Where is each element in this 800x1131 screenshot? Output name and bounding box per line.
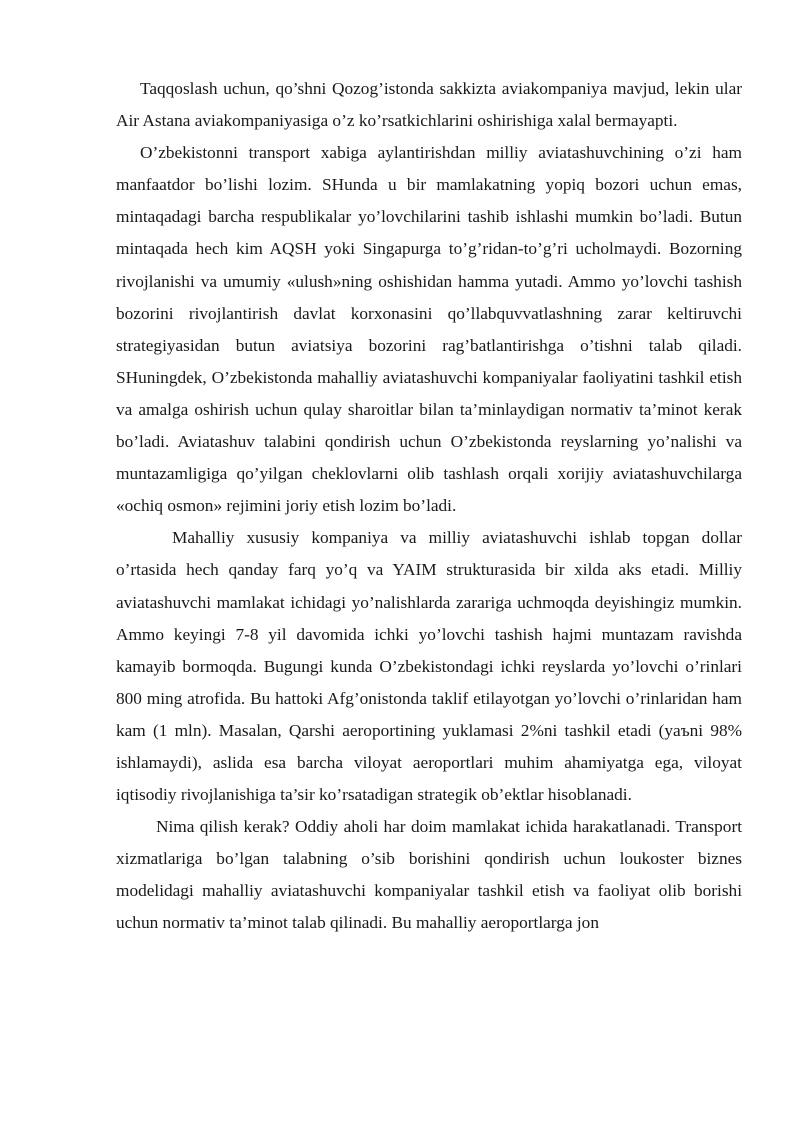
paragraph-4: Nima qilish kerak? Oddiy aholi har doim mamlakat ichida harakatlanadi. Transport xizmatlariga bo’lgan talabning o’sib borishini qondirish uchun loukoster biznes modelidagi mahalliy aviatashuvchi kompaniyalar tashkil etish va faoliyat olib borishi uchun normativ ta’minot talab qilinadi. Bu mahalliy aeroportlarga jon <box>116 817 742 933</box>
paragraph-2: O’zbekistonni transport xabiga aylantirishdan milliy aviatashuvchining o’zi ham manfaatdor bo’lishi lozim. SHunda u bir mamlakatning yopiq bozori uchun emas, mintaqadagi barcha respublikalar yo’lovchilarini tashib ishlashi mumkin bo’ladi. Butun mintaqada hech kim AQSH yoki Singapurga to’g’ridan-to’g’ri ucholmaydi. Bozorning rivojlanishi va umumiy «ulush»ning oshishidan hamma yutadi. Ammo yo’lovchi tashish bozorini rivojlantirish davlat korxonasini qo’llabquvvatlashning zarar keltiruvchi strategiyasidan butun aviatsiya bozorini rag’batlantirishga o’tishni talab qiladi. SHuningdek, O’zbekistonda mahalliy aviatashuvchi kompaniyalar faoliyatini tashkil etish va amalga oshirish uchun qulay sharoitlar bilan ta’minlaydigan normativ ta’minot kerak bo’ladi. Aviatashuv talabini qondirish uchun O’zbekistonda reyslarning yo’nalishi va muntazamligiga qo’yilgan cheklovlarni olib tashlash orqali xorijiy aviatashuvchilarga «ochiq osmon» rejimini joriy etish lozim bo’ladi. <box>116 143 742 516</box>
paragraph-3: Mahalliy xususiy kompaniya va milliy aviatashuvchi ishlab topgan dollar o’rtasida hech qanday farq yo’q va YAIM strukturasida bir xilda aks etadi. Milliy aviatashuvchi mamlakat ichidagi yo’nalishlarda zarariga uchmoqda deyishingiz mumkin. Ammo keyingi 7-8 yil davomida ichki yo’lovchi tashish hajmi muntazam ravishda kamayib bormoqda. Bugungi kunda O’zbekistondagi ichki reyslarda yo’lovchi o’rinlari 800 ming atrofida. Bu hattoki Afg’onistonda taklif etilayotgan yo’lovchi o’rinlaridan ham kam (1 mln). Masalan, Qarshi aeroportining yuklamasi 2%ni tashkil etadi (yaъni 98% ishlamaydi), aslida esa barcha viloyat aeroportlari muhim ahamiyatga ega, viloyat iqtisodiy rivojlanishiga ta’sir ko’rsatadigan strategik ob’ektlar hisoblanadi. <box>116 528 742 805</box>
paragraph-1: Taqqoslash uchun, qo’shni Qozog’istonda sakkizta aviakompaniya mavjud, lekin ular Air Astana aviakompaniyasiga o’z ko’rsatkichlarini oshirishiga xalal bermayapti. <box>116 79 742 131</box>
document-page <box>116 73 742 940</box>
